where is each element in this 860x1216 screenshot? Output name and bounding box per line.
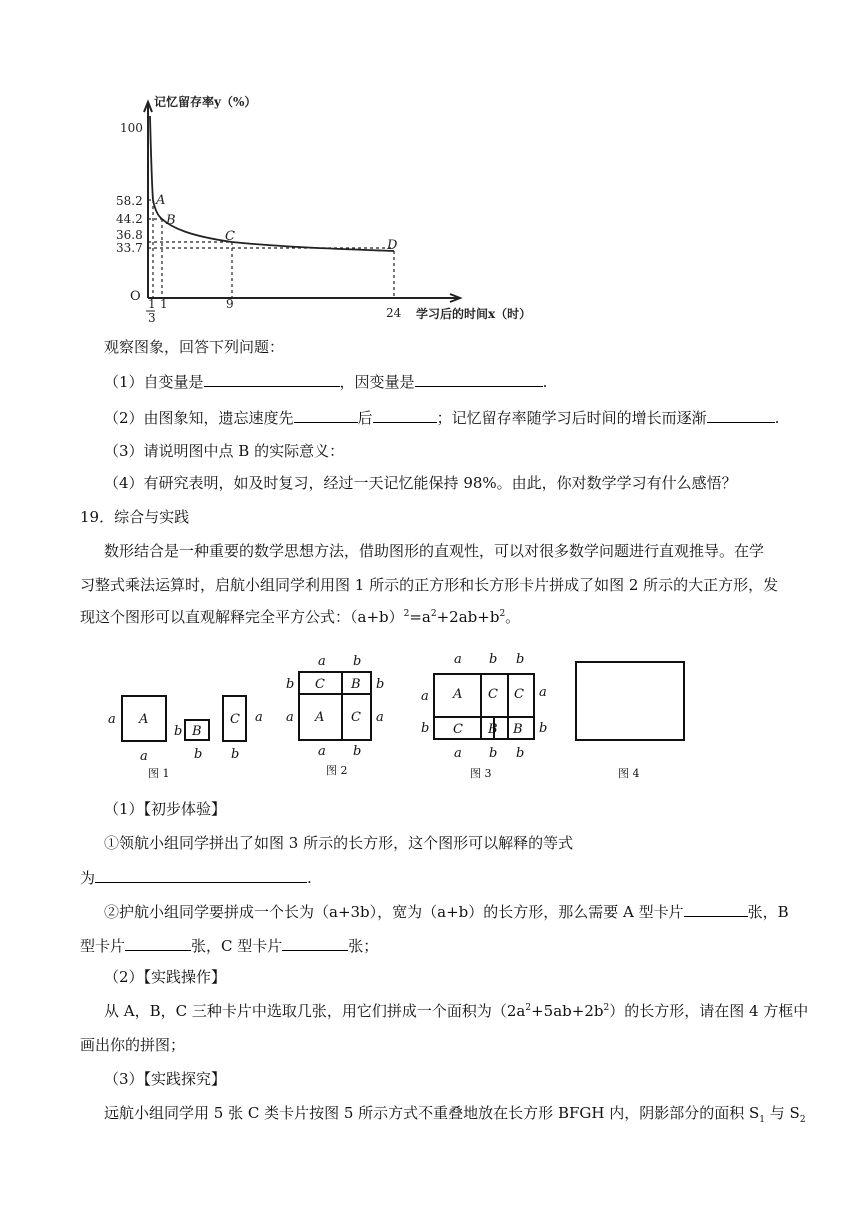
x-tick-frac-num: 1: [148, 297, 156, 311]
x-tick-24: 24: [386, 306, 402, 320]
answer-blank-b-cards[interactable]: [125, 934, 191, 951]
fig3-bottom-b1: b: [489, 746, 498, 761]
s3-line1-a: 远航小组同学用 5 张 C 类卡片按图 5 所示方式不重叠地放在长方形 BFGH 内，阴影部分的面积 S: [104, 1104, 760, 1122]
fig3-cell-a: A: [453, 687, 463, 702]
fig1-side-b-left: b: [174, 724, 183, 739]
fig2-cell-a: A: [315, 710, 325, 725]
answer-blank-c-cards[interactable]: [282, 934, 348, 951]
y-tick-58-2: 58.2: [116, 194, 143, 208]
fig2-left-b: b: [286, 677, 295, 692]
s2-sup1: 2: [525, 1003, 532, 1013]
fig3-cell-c2: C: [514, 687, 524, 702]
q19-title: 19．综合与实践: [80, 508, 190, 526]
y-tick-36-8: 36.8: [116, 228, 143, 242]
fig3-right-a: a: [539, 685, 547, 700]
fig3-bottom-a: a: [454, 746, 462, 761]
q18-part2-text-b: 后: [357, 409, 373, 427]
fig3-cell-c1: C: [488, 687, 498, 702]
fig3-cell-b2: B: [513, 722, 523, 737]
s1-item2-text-c: 型卡片: [80, 937, 126, 955]
fig1-caption: 图 1: [148, 767, 170, 780]
fig2-cell-c-top: C: [315, 677, 325, 692]
s3-sub2: 2: [799, 1115, 806, 1125]
formula-text-d: 。: [505, 608, 521, 626]
q18-part2-text-c: ；记忆留存率随学习后时间的增长而逐渐: [436, 409, 707, 427]
x-axis-label: 学习后的时间x（时）: [416, 307, 532, 321]
fig3-cell-b1: B: [488, 722, 498, 737]
s1-item2-cont: [80, 934, 378, 957]
s1-item1-prefix: 为: [80, 869, 96, 887]
answer-blank-trend[interactable]: [707, 406, 775, 423]
s1-item2-text-e: 张；: [348, 937, 379, 955]
retention-graph: [110, 86, 570, 326]
origin-label: O: [130, 289, 141, 304]
fig1-side-a-left: a: [108, 712, 116, 727]
fig4-drawing-box[interactable]: [576, 662, 684, 740]
fig3-right-b: b: [539, 721, 548, 736]
s2-sup2: 2: [603, 1003, 610, 1013]
formula-sup-3: 2: [499, 609, 506, 619]
s1-item2-text-d: 张，C 型卡片: [191, 937, 283, 955]
fig2-right-a: a: [376, 710, 384, 725]
answer-blank-speed-after[interactable]: [373, 406, 437, 423]
s2-line1: [104, 1000, 808, 1022]
fig3-top-b2: b: [516, 652, 525, 667]
point-labels: [155, 193, 398, 253]
y-tick-labels: [116, 121, 143, 255]
fig1-side-a-bottom: a: [140, 749, 148, 764]
x-tick-frac-den: 3: [148, 311, 156, 325]
card-figures: [100, 646, 800, 786]
s1-item2: [104, 900, 789, 923]
s2-line1-c: ）的长方形，请在图 4 方框中: [609, 1002, 809, 1020]
q18-part2: [104, 406, 779, 429]
fig2-left-a: a: [286, 710, 294, 725]
q18-part1: [104, 370, 547, 393]
q18-part1-text-a: （1）自变量是: [104, 373, 204, 391]
retention-curve: [150, 116, 394, 251]
fig1-side-b-bottom: b: [194, 747, 203, 762]
q18-part2-text-d: .: [774, 409, 780, 427]
fig3-caption: 图 3: [470, 767, 492, 780]
y-axis-label: 记忆留存率y（%）: [154, 95, 257, 109]
s1-item1: ①领航小组同学拼出了如图 3 所示的长方形，这个图形可以解释的等式: [104, 834, 574, 852]
q18-part1-text-b: ，因变量是: [339, 373, 415, 391]
answer-blank-dependent-var[interactable]: [415, 370, 543, 387]
q18-part4: （4）有研究表明，如及时复习，经过一天记忆能保持 98%。由此，你对数学学习有什么感悟？: [104, 474, 737, 492]
y-tick-100: 100: [120, 121, 143, 135]
x-tick-labels: [146, 297, 402, 325]
answer-blank-a-cards[interactable]: [684, 900, 748, 917]
q19-para1-line1: 数形结合是一种重要的数学思想方法，借助图形的直观性，可以对很多数学问题进行直观推导。在学: [104, 542, 765, 560]
point-d-label: D: [387, 238, 398, 253]
s1-title: （1）【初步体验】: [104, 800, 227, 818]
q18-part3: （3）请说明图中点 B 的实际意义：: [104, 442, 345, 460]
s2-line1-b: +5ab+2b: [531, 1002, 604, 1020]
q18-part1-text-c: .: [542, 373, 548, 391]
q19-para1-line3: [80, 606, 520, 628]
s1-item2-text-b: 张，B: [747, 903, 789, 921]
s3-line1: [104, 1102, 806, 1124]
x-tick-1: 1: [160, 297, 168, 311]
fig2-caption: 图 2: [326, 764, 348, 777]
formula-text-b: =a: [409, 608, 431, 626]
point-a-label: A: [156, 193, 166, 208]
x-tick-9: 9: [226, 297, 234, 311]
fig2-bottom-a: a: [318, 744, 326, 759]
fig3-cell-c3: C: [453, 722, 463, 737]
s3-line1-b: 与 S: [765, 1104, 800, 1122]
fig3-top-a: a: [454, 652, 462, 667]
fig3-top-b1: b: [489, 652, 498, 667]
fig3-bottom-b2: b: [516, 746, 525, 761]
fig1-side-a-right: a: [255, 710, 263, 725]
y-tick-33-7: 33.7: [116, 241, 143, 255]
fig2-bottom-b: b: [353, 744, 362, 759]
y-tick-44-2: 44.2: [116, 212, 143, 226]
s2-title: （2）【实践操作】: [104, 968, 227, 986]
fig2-cell-b: B: [351, 677, 361, 692]
point-b-label: B: [166, 213, 176, 228]
fig2-top-b: b: [353, 654, 362, 669]
s1-item2-text-a: ②护航小组同学要拼成一个长为（a+3b），宽为（a+b）的长方形，那么需要 A 型卡片: [104, 903, 684, 921]
formula-sup-2: 2: [430, 609, 437, 619]
fig3-left-b: b: [421, 721, 430, 736]
fig1-card-b-letter: B: [192, 724, 202, 739]
fig3-left-a: a: [421, 689, 429, 704]
s2-line1-a: 从 A，B，C 三种卡片中选取几张，用它们拼成一个面积为（2a: [104, 1002, 526, 1020]
graph-axes: [144, 102, 460, 302]
s3-title: （3）【实践探究】: [104, 1070, 227, 1088]
fig1-card-a-letter: A: [139, 712, 149, 727]
fig4-caption: 图 4: [618, 767, 640, 780]
formula-sup-1: 2: [403, 609, 410, 619]
q18-part2-text-a: （2）由图象知，遗忘速度先: [104, 409, 294, 427]
fig2-top-a: a: [318, 654, 326, 669]
s2-line2: 画出你的拼图；: [80, 1036, 186, 1054]
fig1-card-c-letter: C: [230, 712, 240, 727]
answer-blank-independent-var[interactable]: [204, 370, 340, 387]
fig2-cell-c-right: C: [351, 710, 361, 725]
fig1-side-b-bottom-c: b: [231, 747, 240, 762]
s1-item1-cont: [80, 866, 312, 889]
formula-text-a: 现这个图形可以直观解释完全平方公式：（a+b）: [80, 608, 404, 626]
q19-para1-line2: 习整式乘法运算时，启航小组同学利用图 1 所示的正方形和长方形卡片拼成了如图 2 所示的大正方形，发: [80, 576, 779, 594]
answer-blank-speed-first[interactable]: [294, 406, 358, 423]
answer-blank-equation[interactable]: [95, 866, 307, 883]
q18-intro: 观察图象，回答下列问题：: [104, 338, 285, 356]
point-c-label: C: [225, 229, 235, 244]
fig2-right-b: b: [376, 677, 385, 692]
formula-text-c: +2ab+b: [436, 608, 500, 626]
s1-item1-suffix: .: [307, 869, 312, 887]
s3-sub1: 1: [759, 1115, 765, 1125]
